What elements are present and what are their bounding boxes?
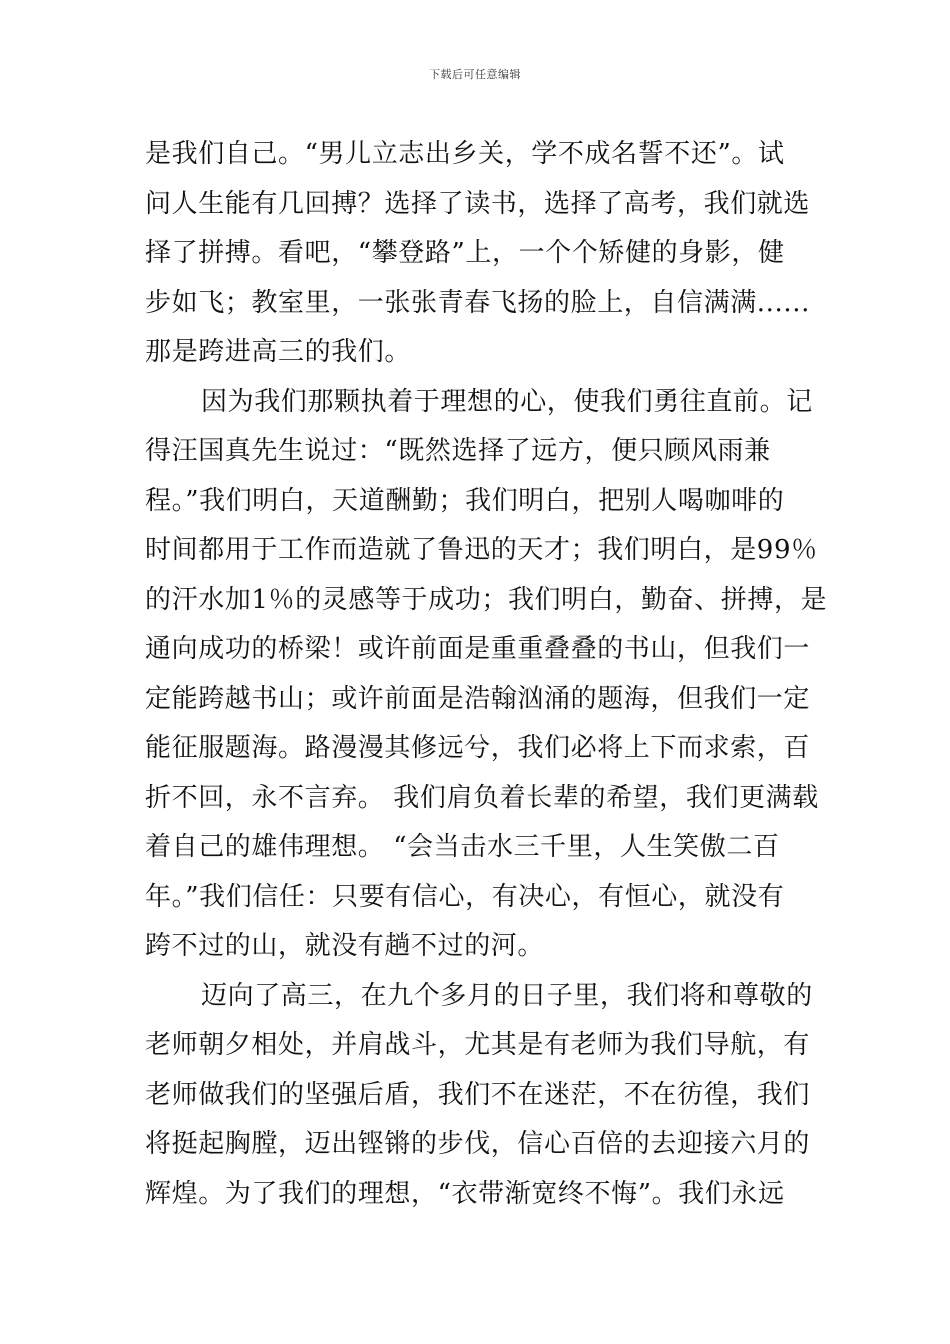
text-line: 那是跨进高三的我们。 (145, 337, 412, 367)
text-line: 年。”我们信任：只要有信心，有决心，有恒心，就没有 (145, 881, 785, 912)
text-line: 择了拼搏。看吧，“攀登路”上，一个个矫健的身影，健 (145, 238, 785, 268)
document-body (145, 130, 828, 1219)
text-line: 将挺起胸膛，迈出铿锵的步伐，信心百倍的去迎接六月的 (145, 1129, 811, 1159)
text-line: 折不回，永不言弃。 我们肩负着长辈的希望，我们更满载 (145, 782, 819, 813)
text-line: 跨不过的山，就没有趟不过的河。 (145, 931, 545, 961)
text-line: 定能跨越书山；或许前面是浩翰汹涌的题海，但我们一定 (145, 683, 811, 714)
text-line: 程。”我们明白，天道酬勤；我们明白，把别人喝咖啡的 (145, 485, 785, 516)
paragraph-start-line: 迈向了高三，在九个多月的日子里，我们将和尊敬的 (201, 980, 813, 1011)
text-line: 得汪国真先生说过：“既然选择了远方，便只顾风雨兼 (145, 436, 771, 466)
text-line: 老师朝夕相处，并肩战斗，尤其是有老师为我们导航，有 (145, 1030, 811, 1060)
text-line: 通向成功的桥梁！或许前面是重重叠叠的书山，但我们一 (145, 634, 811, 664)
text-line: 问人生能有几回搏？选择了读书，选择了高考，我们就选 (145, 188, 811, 219)
text-line: 能征服题海。路漫漫其修远兮，我们必将上下而求索，百 (145, 733, 811, 763)
paragraph-start-line: 因为我们那颗执着于理想的心，使我们勇往直前。记 (201, 386, 813, 417)
text-line: 辉煌。为了我们的理想，“衣带渐宽终不悔”。我们永远 (145, 1178, 785, 1209)
text-line: 步如飞；教室里，一张张青春飞扬的脸上，自信满满...... (145, 287, 810, 318)
text-line: 着自己的雄伟理想。 “会当击水三千里，人生笑傲二百 (145, 832, 780, 862)
text-line: 的汗水加1％的灵感等于成功；我们明白，勤奋、拼搏，是 (145, 584, 828, 615)
text-line: 时间都用于工作而造就了鲁迅的天才；我们明白，是99％ (145, 535, 818, 565)
text-line: 老师做我们的坚强后盾，我们不在迷茫，不在彷徨，我们 (145, 1079, 811, 1110)
text-line: 是我们自己。“男儿立志出乡关，学不成名誓不还”。试 (145, 139, 785, 169)
page-header: 下载后可任意编辑 (429, 68, 521, 81)
